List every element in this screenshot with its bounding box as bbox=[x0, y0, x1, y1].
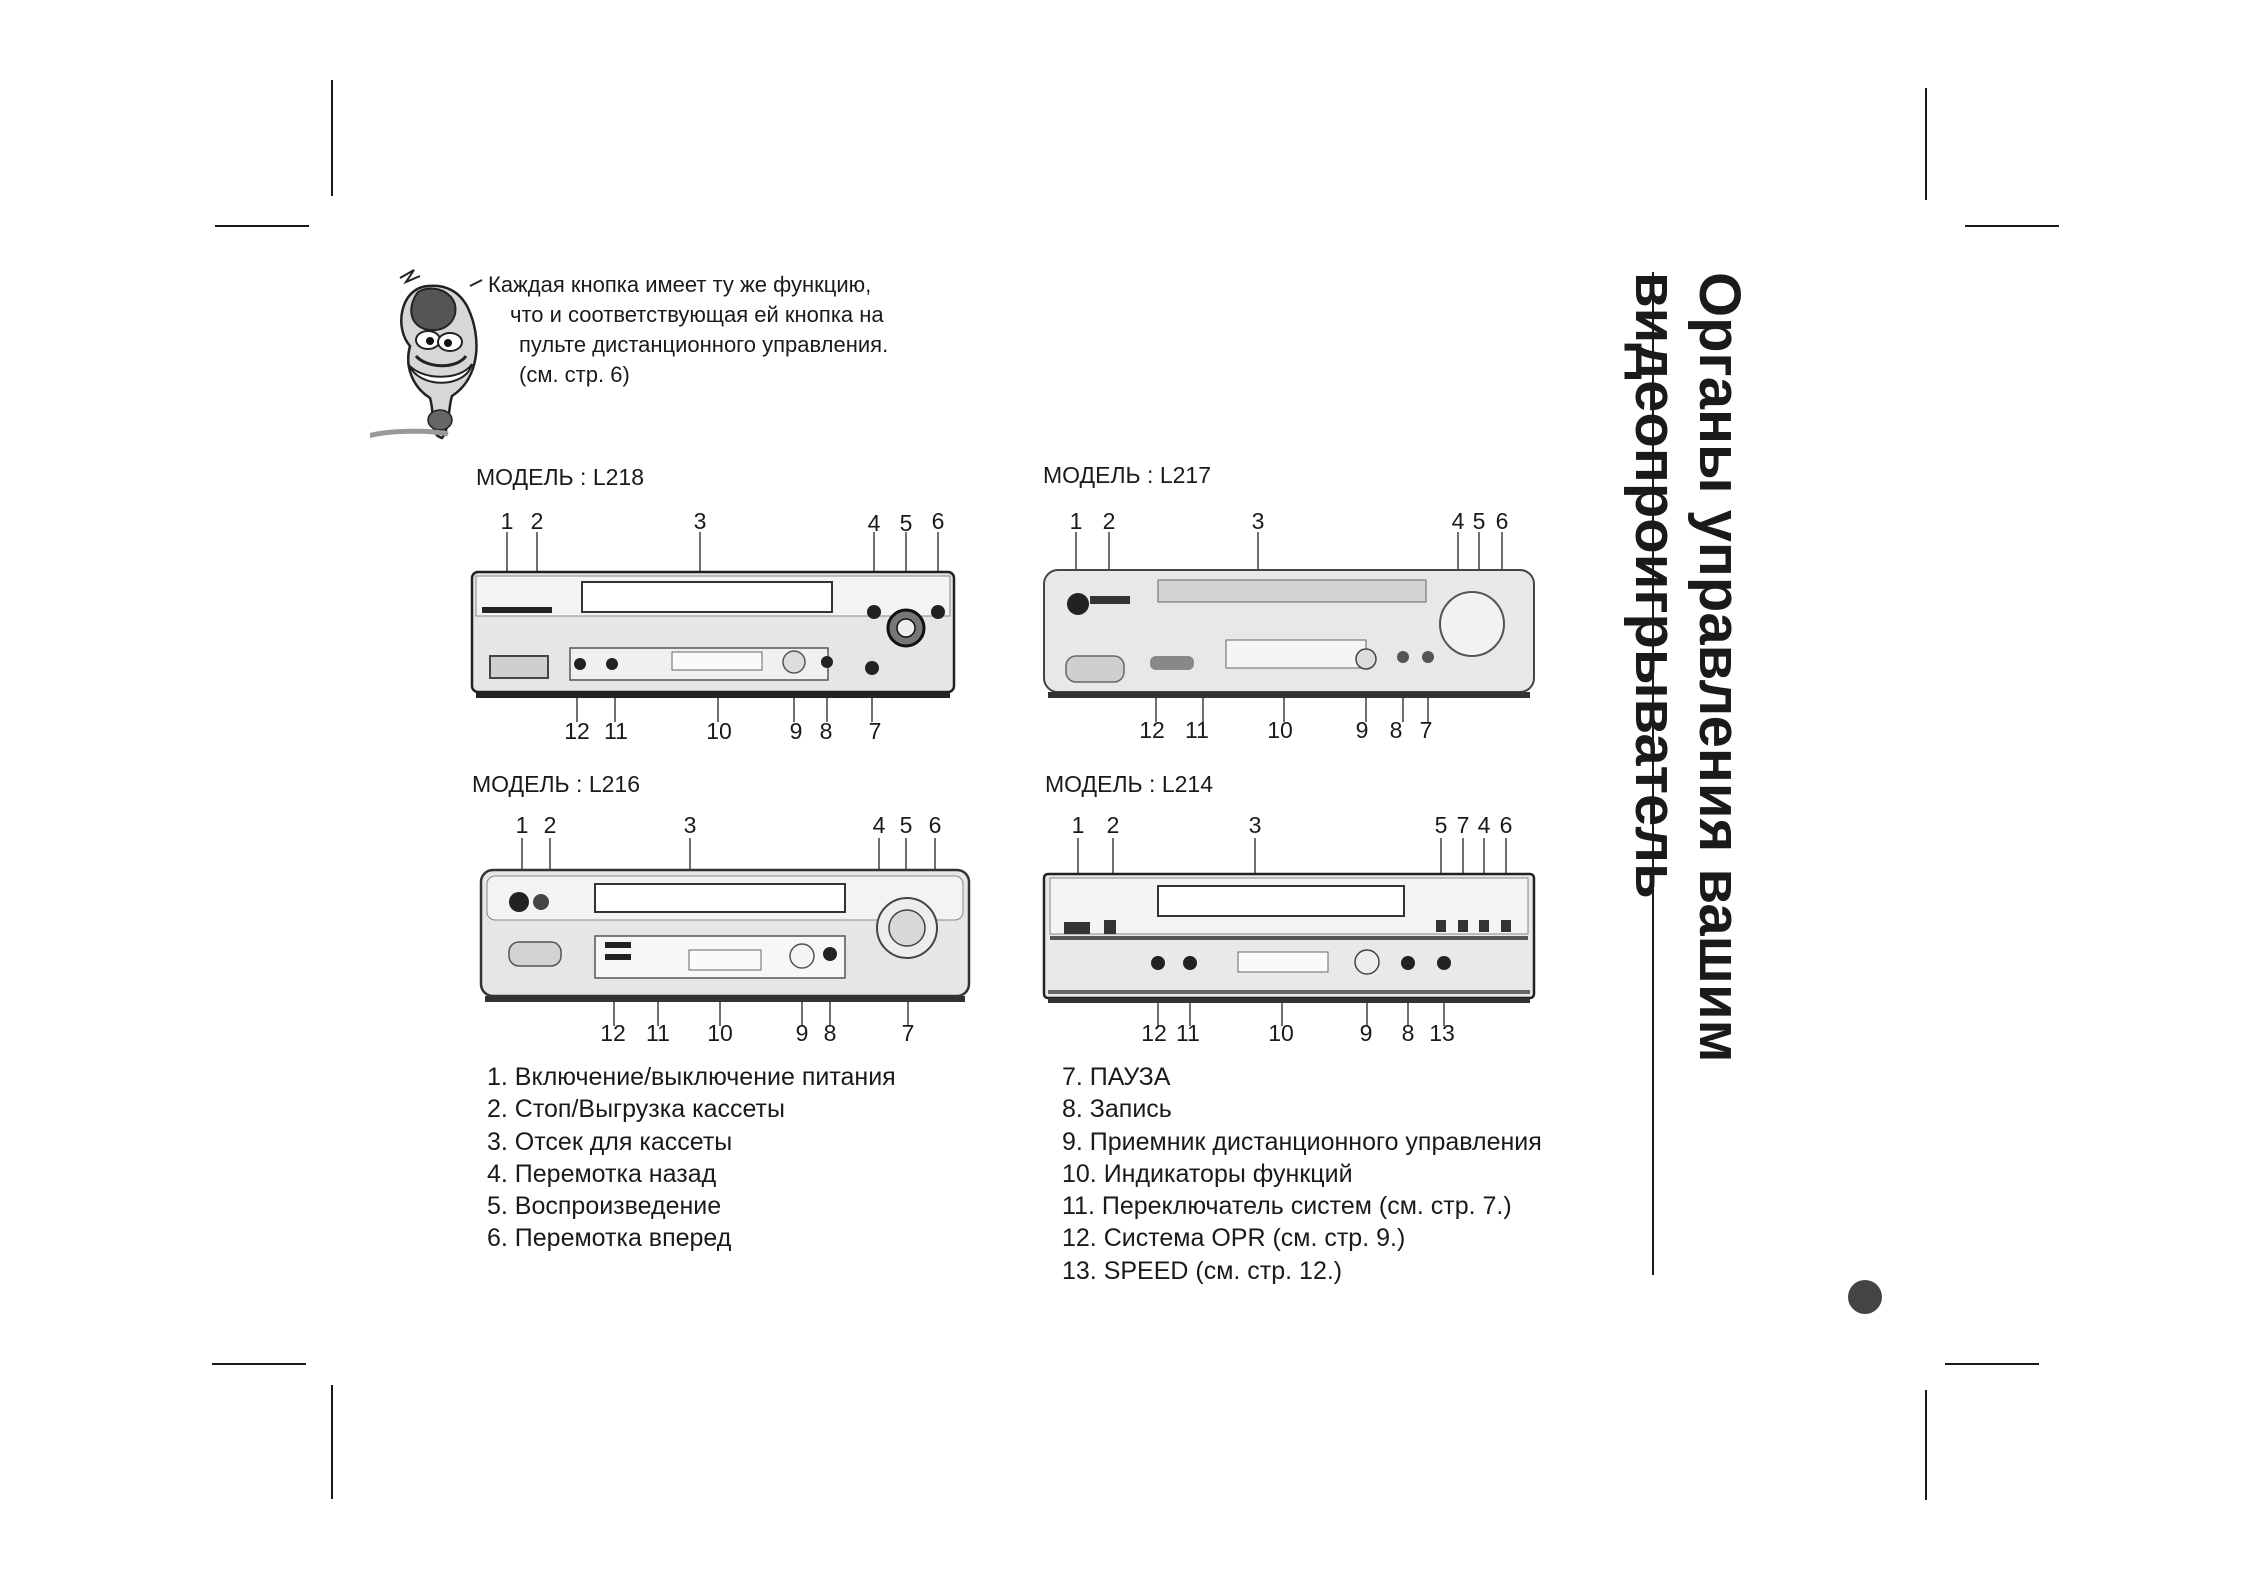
tip-line: Каждая кнопка имеет ту же функцию, bbox=[488, 272, 872, 297]
vcr-front-panel-l217 bbox=[1040, 532, 1540, 727]
callout-number: 3 bbox=[683, 812, 697, 838]
callout-number: 6 bbox=[931, 508, 945, 534]
callout-number: 3 bbox=[693, 508, 707, 534]
callout-number: 6 bbox=[1495, 508, 1509, 534]
callout-number: 7 bbox=[1456, 812, 1470, 838]
callout-number: 12 bbox=[1141, 1020, 1167, 1046]
legend-item: 1. Включение/выключение питания bbox=[487, 1063, 896, 1091]
legend-item: 7. ПАУЗА bbox=[1062, 1063, 1171, 1091]
callout-number: 2 bbox=[543, 812, 557, 838]
callout-number: 7 bbox=[901, 1020, 915, 1046]
callout-number: 13 bbox=[1429, 1020, 1455, 1046]
callout-number: 7 bbox=[868, 718, 882, 744]
callout-number: 2 bbox=[530, 508, 544, 534]
crop-mark bbox=[1925, 1390, 1927, 1500]
crop-mark bbox=[1925, 88, 1927, 200]
legend-item: 13. SPEED (см. стр. 12.) bbox=[1062, 1256, 1343, 1285]
callout-number: 1 bbox=[500, 508, 514, 534]
callout-number: 11 bbox=[646, 1020, 670, 1046]
callout-number: 4 bbox=[1477, 812, 1491, 838]
model-label-l218: МОДЕЛЬ : L218 bbox=[476, 464, 644, 490]
callout-number: 10 bbox=[706, 718, 732, 744]
model-label-l216: МОДЕЛЬ : L216 bbox=[472, 771, 640, 797]
model-label-l214: МОДЕЛЬ : L214 bbox=[1045, 771, 1213, 797]
tip-text bbox=[488, 270, 888, 390]
callout-number: 4 bbox=[867, 510, 881, 536]
callout-number: 9 bbox=[789, 718, 803, 744]
callout-number: 5 bbox=[899, 812, 913, 838]
legend-right bbox=[1062, 1061, 1542, 1287]
legend-item: 4. Перемотка назад bbox=[487, 1159, 717, 1188]
callout-number: 8 bbox=[819, 718, 833, 744]
crop-mark bbox=[215, 225, 309, 227]
callout-number: 9 bbox=[1355, 717, 1369, 743]
callout-number: 4 bbox=[872, 812, 886, 838]
legend-item: 8. Запись bbox=[1062, 1095, 1172, 1124]
tip-line: что и соответствующая ей кнопка на bbox=[510, 302, 884, 327]
vcr-front-panel-l216 bbox=[475, 838, 975, 1033]
callout-number: 3 bbox=[1248, 812, 1262, 838]
crop-mark bbox=[331, 80, 333, 196]
vcr-front-panel-l214 bbox=[1040, 838, 1540, 1033]
callout-number: 8 bbox=[823, 1020, 837, 1046]
callout-number: 11 bbox=[1176, 1020, 1200, 1046]
callout-number: 12 bbox=[1139, 717, 1165, 743]
title-line-2: видеопроигрыватель bbox=[1623, 272, 1688, 899]
callout-number: 11 bbox=[1185, 717, 1209, 743]
callout-number: 11 bbox=[604, 718, 628, 744]
crop-mark bbox=[1945, 1363, 2039, 1365]
legend-left bbox=[487, 1061, 896, 1255]
callout-number: 8 bbox=[1389, 717, 1403, 743]
callout-number: 10 bbox=[1268, 1020, 1294, 1046]
tip-line: пульте дистанционного управления. bbox=[519, 332, 889, 357]
callout-number: 4 bbox=[1451, 508, 1465, 534]
callout-number: 7 bbox=[1419, 717, 1433, 743]
callout-number: 10 bbox=[1267, 717, 1293, 743]
model-label-l217: МОДЕЛЬ : L217 bbox=[1043, 462, 1211, 488]
callout-number: 12 bbox=[564, 718, 590, 744]
callout-number: 5 bbox=[1472, 508, 1486, 534]
legend-item: 12. Система OPR (см. стр. 9.) bbox=[1062, 1224, 1406, 1253]
callout-number: 6 bbox=[928, 812, 942, 838]
legend-item: 3. Отсек для кассеты bbox=[487, 1127, 733, 1156]
legend-item: 10. Индикаторы функций bbox=[1062, 1159, 1353, 1188]
callout-number: 1 bbox=[1069, 508, 1083, 534]
crop-mark bbox=[212, 1363, 306, 1365]
callout-number: 1 bbox=[1071, 812, 1085, 838]
legend-item: 2. Стоп/Выгрузка кассеты bbox=[487, 1095, 785, 1124]
crop-mark bbox=[1965, 225, 2059, 227]
vcr-front-panel-l218 bbox=[470, 532, 960, 727]
callout-number: 10 bbox=[707, 1020, 733, 1046]
legend-item: 9. Приемник дистанционного управления bbox=[1062, 1127, 1542, 1156]
callout-number: 5 bbox=[899, 510, 913, 536]
callout-number: 9 bbox=[1359, 1020, 1373, 1046]
callout-number: 5 bbox=[1434, 812, 1448, 838]
title-line-1: Органы управления вашим bbox=[1687, 272, 1752, 1063]
callout-number: 12 bbox=[600, 1020, 626, 1046]
crop-mark bbox=[331, 1385, 333, 1499]
page-bullet bbox=[1848, 1280, 1882, 1314]
callout-number: 8 bbox=[1401, 1020, 1415, 1046]
callout-number: 2 bbox=[1106, 812, 1120, 838]
legend-item: 11. Переключатель систем (см. стр. 7.) bbox=[1062, 1192, 1512, 1221]
callout-number: 3 bbox=[1251, 508, 1265, 534]
callout-number: 9 bbox=[795, 1020, 809, 1046]
tip-line: (см. стр. 6) bbox=[519, 362, 630, 387]
callout-number: 6 bbox=[1499, 812, 1513, 838]
legend-item: 5. Воспроизведение bbox=[487, 1192, 722, 1221]
legend-item: 6. Перемотка вперед bbox=[487, 1224, 732, 1253]
section-title bbox=[1623, 272, 1751, 1063]
callout-number: 1 bbox=[515, 812, 529, 838]
callout-number: 2 bbox=[1102, 508, 1116, 534]
